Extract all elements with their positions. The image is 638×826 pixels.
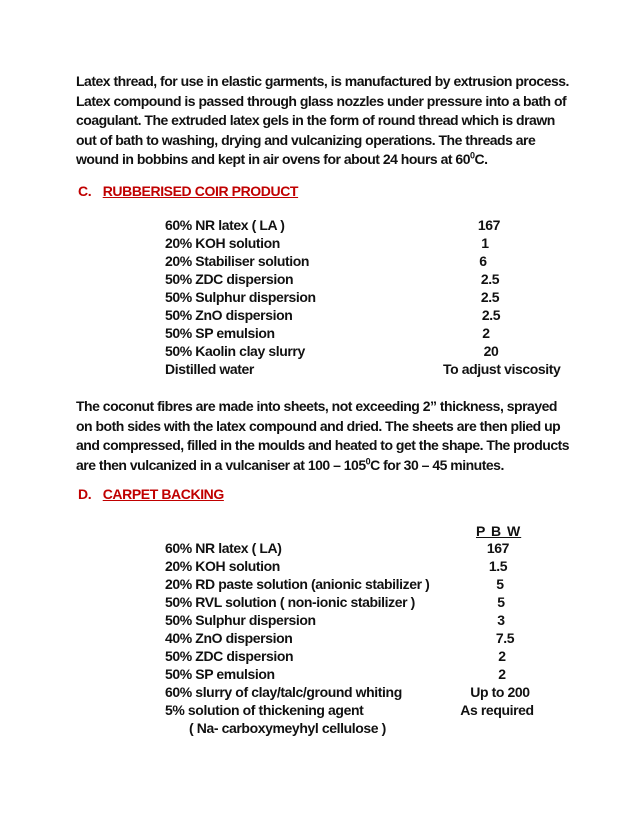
intro-line: wound in bobbins and kept in air ovens for about 24 hours at $60^0C$.	[76, 150, 488, 167]
section-c-title: RUBBERISED COIR PRODUCT	[102, 183, 299, 199]
section-c-paragraph	[76, 397, 576, 475]
paragraph-line: are then vulcanized in a vulcaniser at $100 - 105^0C$ for 30 – 45 minutes.	[76, 455, 504, 473]
section-d-title: CARPET BACKING	[102, 486, 224, 502]
paragraph-line: on both sides with the latex compound and dried. The sheets are then plied up	[76, 417, 561, 434]
section-d-letter: D.	[78, 486, 92, 502]
intro-paragraph	[76, 72, 576, 170]
paragraph-line: The coconut fibres are made into sheets, not exceeding 2” thickness, sprayed	[76, 398, 557, 414]
intro-line: out of bath to washing, drying and vulcanizing operations. The threads are	[76, 131, 536, 148]
section-d-heading	[78, 486, 224, 502]
intro-line: coagulant. The extruded latex gels in the form of round thread which is drawn	[76, 112, 555, 128]
intro-line: Latex thread, for use in elastic garments, is manufactured by extrusion process.	[76, 73, 569, 89]
section-c-letter: C.	[78, 183, 92, 199]
intro-line: Latex compound is passed through glass nozzles under pressure into a bath of	[76, 92, 567, 109]
section-c-heading	[78, 183, 298, 199]
paragraph-line: and compressed, filled in the moulds and heated to get the shape. The products	[76, 437, 570, 453]
pbw-column-header: P B W	[476, 523, 522, 539]
